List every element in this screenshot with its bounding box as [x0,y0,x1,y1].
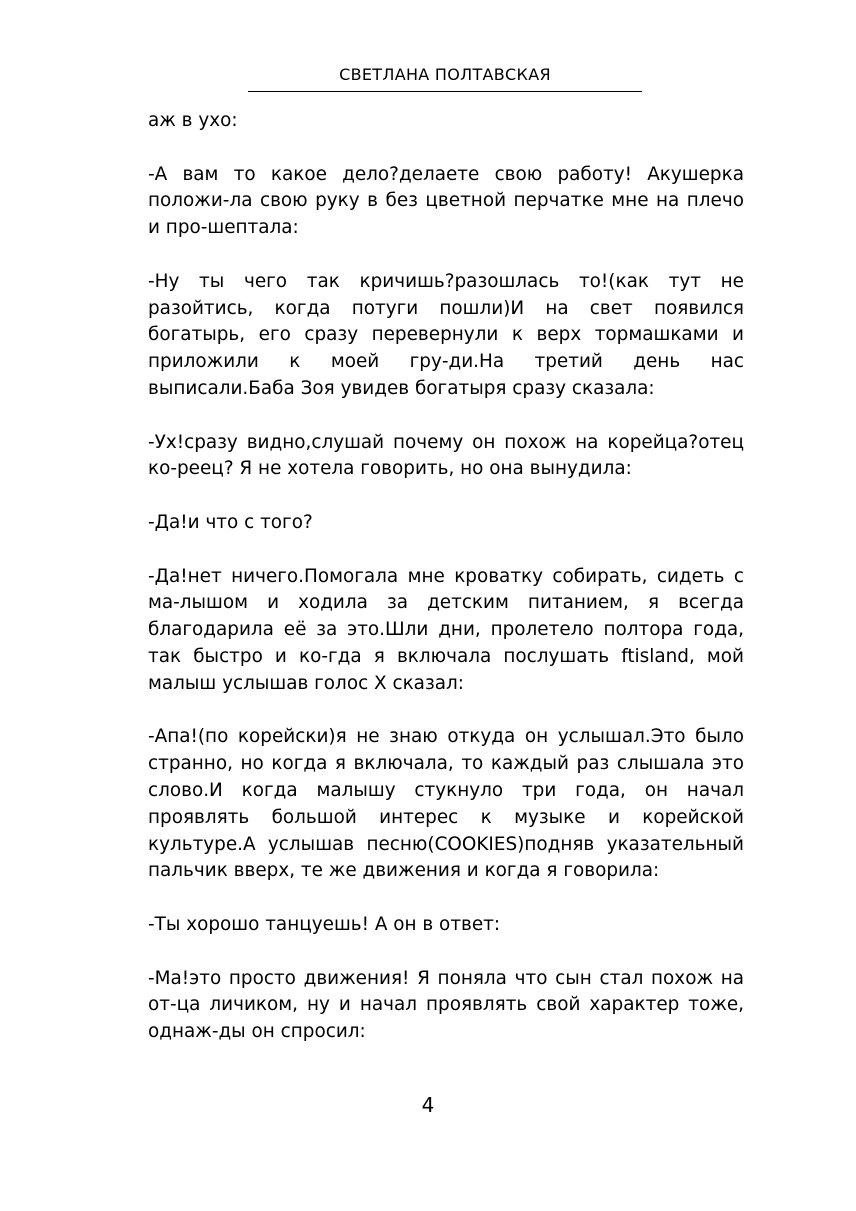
page-number: 4 [421,1093,435,1117]
paragraph: -А вам то какое дело?делаете свою работу! Акушерка положи-ла свою руку в без цветной перчатке мне на плечо и про-шептала: [148,163,744,239]
paragraph: -Ну ты чего так кричишь?разошлась то!(как тут не разойтись, когда потуги пошли)И на свет появился богатырь, его сразу перевернули к верх тормашками и приложили к моей гру-ди.На третий день нас выписали.Баба Зоя увидев богатыря сразу сказала: [148,270,744,399]
paragraph: -Ух!сразу видно,слушай почему он похож на корейца?отец ко-реец? Я не хотела говорить, но она вынудила: [148,431,744,480]
paragraph: -Ма!это просто движения! Я поняла что сын стал похож на от-ца личиком, ну и начал проявлять свой характер тоже, однаж-ды он спросил: [148,967,744,1043]
header-rule [248,91,642,92]
paragraph: -Апа!(по корейски)я не знаю откуда он услышал.Это было странно, но когда я включала, то каждый раз слышала это слово.И когда малышу стукнуло три года, он начал проявлять большой интерес к музыке и корейской культуре.А услышав песню(COOKIES)подняв указательный пальчик вверх, те же движения и когда я говорила: [148,726,744,882]
paragraph: -Да!нет ничего.Помогала мне кроватку собирать, сидеть с ма-лышом и ходила за детским питанием, я всегда благодарила её за это.Шли дни, пролетело полтора года, так быстро и ко-гда я включала послушать ftisland, мой малыш услышав голос Х сказал: [148,565,744,694]
paragraph: -Да!и что с того? [148,511,313,533]
running-head-author: СВЕТЛАНА ПОЛТАВСКАЯ [339,65,551,84]
paragraph: аж в ухо: [148,110,238,131]
body-text [148,108,744,1046]
paragraph: -Ты хорошо танцуешь! А он в ответ: [148,913,501,935]
